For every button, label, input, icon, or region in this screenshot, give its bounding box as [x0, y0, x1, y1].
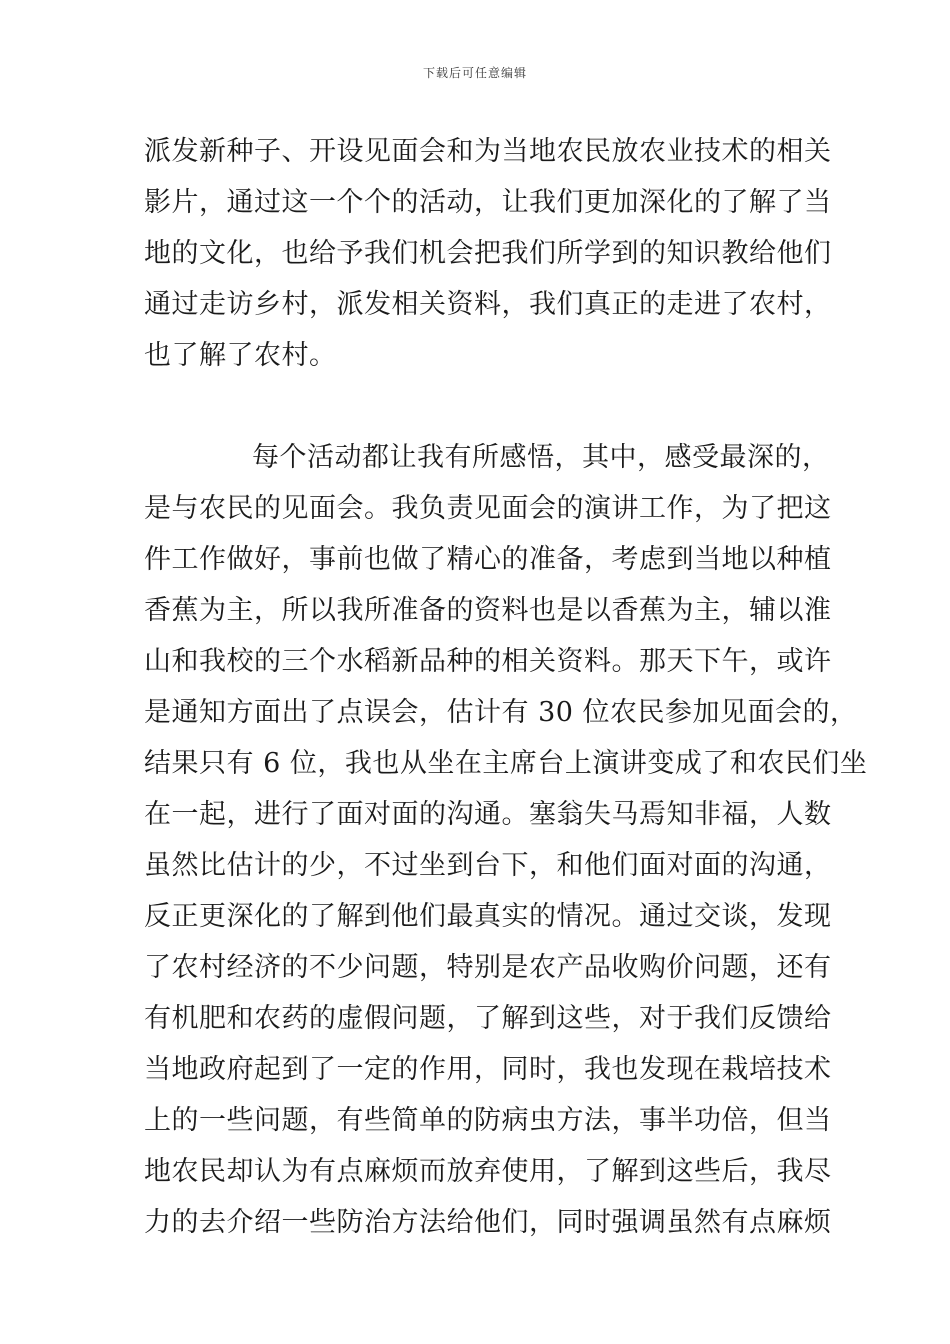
page-header-note: 下载后可任意编辑 — [422, 66, 527, 80]
text-line: 通过走访乡村，派发相关资料，我们真正的走进了农村， — [144, 289, 832, 320]
text-line: 结果只有 6 位，我也从坐在主席台上演讲变成了和农民们坐 — [144, 748, 868, 779]
text-line: 有机肥和农药的虚假问题，了解到这些，对于我们反馈给 — [144, 1003, 832, 1034]
text-line: 山和我校的三个水稻新品种的相关资料。那天下午，或许 — [144, 646, 832, 677]
paragraph-1 — [144, 126, 832, 381]
text-line: 在一起，进行了面对面的沟通。塞翁失马焉知非福，人数 — [144, 799, 832, 830]
text-line: 派发新种子、开设见面会和为当地农民放农业技术的相关 — [144, 136, 832, 167]
text-line: 当地政府起到了一定的作用，同时，我也发现在栽培技术 — [144, 1054, 832, 1085]
text-line: 反正更深化的了解到他们最真实的情况。通过交谈，发现 — [144, 901, 832, 932]
paragraph-2 — [144, 432, 868, 1248]
text-line: 影片，通过这一个个的活动，让我们更加深化的了解了当 — [144, 187, 832, 218]
text-line: 是通知方面出了点误会，估计有 30 位农民参加见面会的， — [144, 697, 858, 728]
document-body — [144, 126, 868, 1248]
text-line: 香蕉为主，所以我所准备的资料也是以香蕉为主，辅以淮 — [144, 595, 832, 626]
text-line: 力的去介绍一些防治方法给他们，同时强调虽然有点麻烦 — [144, 1207, 832, 1238]
text-line: 每个活动都让我有所感悟，其中，感受最深的， — [252, 442, 830, 473]
text-line: 上的一些问题，有些简单的防病虫方法，事半功倍，但当 — [144, 1105, 832, 1136]
text-line: 地农民却认为有点麻烦而放弃使用，了解到这些后，我尽 — [144, 1156, 832, 1187]
text-line: 虽然比估计的少，不过坐到台下，和他们面对面的沟通， — [144, 850, 832, 881]
paragraph-spacer — [144, 381, 808, 432]
text-line: 件工作做好，事前也做了精心的准备，考虑到当地以种植 — [144, 544, 832, 575]
text-line: 也了解了农村。 — [144, 340, 337, 371]
text-line: 了农村经济的不少问题，特别是农产品收购价问题，还有 — [144, 952, 832, 983]
text-line: 是与农民的见面会。我负责见面会的演讲工作，为了把这 — [144, 493, 832, 524]
text-line: 地的文化，也给予我们机会把我们所学到的知识教给他们 — [144, 238, 832, 269]
